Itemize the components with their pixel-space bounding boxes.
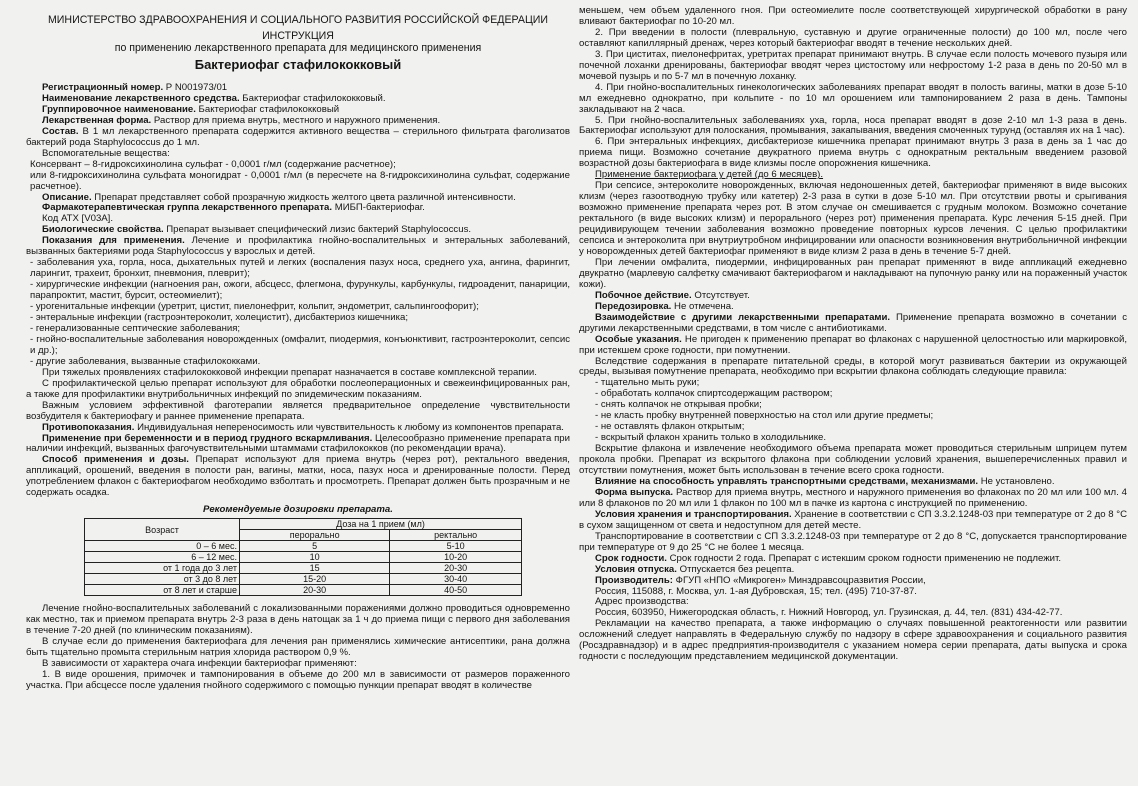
- pregnancy: Применение при беременности и в период грудного вскармливания. Целесообразно применение препарата при наличии инфекций, вызванных фагочувствительными штаммами стафилококков (по рекомендации врача).: [26, 432, 570, 455]
- irrigation-step: 1. В виде орошения, примочек и тампонирования в объеме до 200 мл в зависимости от размеров пораженного участка. При абсцессе после удаления гнойного содержимого с помощью пункции препарат вводят в количестве: [26, 668, 570, 691]
- dispense-conditions: Условия отпуска. Отпускается без рецепта.: [595, 563, 795, 575]
- dosage-form: Лекарственная форма. Раствор для приема внутрь, местного и наружного применения.: [42, 114, 441, 126]
- document-title: Бактериофаг стафилококковый: [194, 57, 402, 72]
- atc-code: Код АТХ [V03A].: [42, 213, 114, 225]
- table-row: 6 – 12 мес. 10 10-20: [85, 552, 522, 563]
- pharm-group: Фармакотерапевтическая группа лекарственного препарата. МИБП-бактериофаг.: [42, 202, 425, 214]
- antiseptic-note: В случае если до применения бактериофага для лечения ран применялись химические антисептики, рана должна быть тщательно промыта стерильным натрия хлорида раствором 0,9 %.: [26, 636, 570, 658]
- indication-item: - гнойно-воспалительные заболевания новорожденных (омфалит, пиодермия, конъюнктивит, гастроэнтероколит, сепсис и др.);: [30, 333, 570, 356]
- indication-item: - генерализованные септические заболевания;: [30, 322, 241, 334]
- rule-item: - обработать колпачок спиртсодержащим раствором;: [595, 388, 833, 400]
- group-name: Группировочное наименование. Бактериофаг стафилококковый: [42, 103, 340, 115]
- production-address: Россия, 603950, Нижегородская область, г. Нижний Новгород, ул. Грузинская, д. 44, тел. (831) 434-42-77.: [595, 607, 1063, 619]
- table-row: 0 – 6 мес. 5 5-10: [85, 541, 522, 552]
- contraindications: Противопоказания. Индивидуальная непереносимость или чувствительность к любому из компонентов препарата.: [42, 421, 564, 433]
- kids-omphalitis: При лечении омфалита, пиодермии, инфицированных ран препарат применяют в виде аппликаций ежедневно двукратно (марлевую салфетку смачивают бактериофагом и накладывают на пупочную ранку или на пораженный участок кожи).: [579, 256, 1127, 290]
- transport-conditions: Транспортирование в соответствии с СП 3.3.2.1248-03 при температуре от 2 до 8 °С, допускается транспортирование при температуре от 9 до 25 °С не более 1 месяца.: [579, 530, 1127, 553]
- enteral-step: 6. При энтеральных инфекциях, дисбактериозе кишечника препарат принимают внутрь 3 раза в день за 1 час до приема пищи. Возможно сочетание двукратного приема внутрь с однократным ректальным введением разовой возрастной дозы бактериофага в виде клизмы после опорожнения кишечника.: [579, 136, 1127, 170]
- kids-sepsis: При сепсисе, энтероколите новорожденных, включая недоношенных детей, бактериофаг применяют в виде высоких клизм (через газоотводную трубку или катетер) 2-3 раза в сутки в дозе 5-10 мл. При отсутствии рвоты и срыгивания возможно применение препарата через рот. В этом случае он смешивается с грудным молоком. Возможно сочетание ректального (в виде высоких клизм) и перорального (через рот) применения препарата. Курс лечения 5-15 дней. При рецидивирующем течении заболевания возможно проведение повторных курсов лечения. С целью профилактики сепсиса и энтероколита при внутриутробном инфицировании или опасности возникновения внутрибольничной инфекции у новорожденных детей бактериофаг применяют в виде клизм 2 раза в день в течение 5-7 дней.: [579, 180, 1127, 257]
- driving-effect: Влияние на способность управлять транспортными средствами, механизмами. Не установлено.: [595, 475, 1055, 487]
- indication-item: - хирургические инфекции (нагноения ран, ожоги, абсцесс, флегмона, фурункулы, карбункулы, гидроаденит, панариции, парапроктит, мастит, бурсит, остеомиелит);: [30, 279, 570, 302]
- shelf-life: Срок годности. Срок годности 2 года. Препарат с истекшим сроком годности применению не подлежит.: [595, 552, 1061, 564]
- opening-note: Вскрытие флакона и извлечение необходимого объема препарата может проводиться стерильным шприцем путем прокола пробки. Препарат из вскрытого флакона при соблюдении условий хранения, вышеперечисленных правил и отсутствии помутнения, может быть использован в течение всего срока годности.: [579, 443, 1127, 477]
- table-row: от 3 до 8 лет 15-20 30-40: [85, 574, 522, 585]
- composition: Состав. В 1 мл лекарственного препарата содержится активного вещества – стерильного фильтрата фаголизатов бактерий рода Staphylococcus до 1 мл.: [26, 125, 570, 148]
- indication-item: - заболевания уха, горла, носа, дыхательных путей и легких (воспаления пазух носа, среднего уха, ангина, фарингит, ларингит, трахеит, бронхит, пневмония, плеврит);: [30, 257, 570, 280]
- special-notes: Особые указания. Не пригоден к применению препарат во флаконах с нарушенной целостностью или маркировкой, при истекшем сроке годности, при помутнении.: [579, 333, 1127, 356]
- manufacturer: Производитель: ФГУП «НПО «Микроген» Минздравсоцразвития России,: [595, 574, 926, 586]
- production-address-title: Адрес производства:: [595, 596, 689, 608]
- rule-item: - снять колпачок не открывая пробки;: [595, 399, 762, 411]
- method-and-doses: Способ применения и дозы. Препарат используют для приема внутрь (через рот), ректального введения, аппликаций, орошений, введения в полости ран, вагины, матки, носа, пазух носа и дренированные полости. Перед употреблением флакон с бактериофагом необходимо взболтать и просмотреть. Препарат должен быть прозрачным и не содержать осадка.: [26, 454, 570, 499]
- indication-item: - энтеральные инфекции (гастроэнтероколит, холецистит), дисбактериоз кишечника;: [30, 312, 408, 324]
- drug-name: Наименование лекарственного средства. Бактериофаг стафилококковый.: [42, 92, 386, 104]
- rule-item: - вскрытый флакон хранить только в холодильнике.: [595, 432, 827, 444]
- claims-note: Рекламации на качество препарата, а также информацию о случаях повышенной реактогенности или развитии осложнений следует направлять в Федеральную службу по надзору в сфере здравоохранения и социального развития (Росздравнадзор) и в адрес предприятия-производителя с указанием номера серии препарата, даты выпуска и срока годности с последующим представлением медицинской документации.: [579, 618, 1127, 663]
- left-column: [26, 6, 570, 692]
- side-effects: Побочное действие. Отсутствует.: [595, 289, 750, 301]
- excipients-title: Вспомогательные вещества:: [42, 147, 170, 159]
- therapy-condition: Важным условием эффективной фаготерапии является предварительное определение чувствительности возбудителя к бактериофагу и раннее применение препарата.: [26, 399, 570, 422]
- ministry-header: МИНИСТЕРСТВО ЗДРАВООХРАНЕНИЯ И СОЦИАЛЬНОГО РАЗВИТИЯ РОССИЙСКОЙ ФЕДЕРАЦИИ: [47, 14, 549, 26]
- focus-intro: В зависимости от характера очага инфекции бактериофаг применяют:: [42, 657, 357, 669]
- instruction-label: ИНСТРУКЦИЯ: [262, 30, 334, 42]
- table-row: от 1 года до 3 лет 15 20-30: [85, 563, 522, 574]
- indication-item: - другие заболевания, вызванные стафилококками.: [30, 355, 261, 367]
- gynecology-step: 4. При гнойно-воспалительных гинекологических заболеваниях препарат вводят в полость вагины, матки в дозе 5-10 мл ежедневно однократно, при кольпите - по 10 мл орошением или тампонированием 2 раза в день. Тампоны закладывают на 2 часа.: [579, 81, 1127, 115]
- release-form: Форма выпуска. Раствор для приема внутрь, местного и наружного применения во флаконах по 20 мл или 100 мл. 4 или 8 флаконов по 20 мл или 1 флакон по 100 мл в пачке из картона с инструкцией по применению.: [579, 486, 1128, 509]
- manufacturer-address: Россия, 115088, г. Москва, ул. 1-ая Дубровская, 15; тел. (495) 710-37-87.: [595, 585, 917, 597]
- indication-item: - урогенитальные инфекции (уретрит, цистит, пиелонефрит, кольпит, эндометрит, сальпингоофорит);: [30, 301, 479, 313]
- rule-item: - не оставлять флакон открытым;: [595, 421, 745, 433]
- kids-title: Применение бактериофага у детей (до 6 месяцев).: [595, 169, 824, 181]
- ent-step: 5. При гнойно-воспалительных заболеваниях уха, горла, носа препарат вводят в дозе 2-10 мл 1-3 раза в день. Бактериофаг используют для полоскания, промывания, закапывания, введения смоченных турунд (оставляя их на 1 час).: [579, 114, 1127, 137]
- urology-step: 3. При циститах, пиелонефритах, уретритах препарат принимают внутрь. В случае если полость мочевого пузыря или почечной лоханки дренированы, бактериофаг вводят через цистостому или нефростому 1-2 раза в день по 20-50 мл в мочевой пузырь и по 5-7 мл в почечную лоханку.: [579, 48, 1127, 82]
- interactions: Взаимодействие с другими лекарственными препаратами. Применение препарата возможно в сочетании с другими лекарственными средствами, в том числе с антибиотиками.: [579, 311, 1127, 334]
- dosage-table-caption: Рекомендуемые дозировки препарата.: [203, 504, 393, 516]
- table-row: от 8 лет и старше 20-30 40-50: [85, 585, 522, 596]
- overdose: Передозировка. Не отмечена.: [595, 300, 734, 312]
- table-header-oral: перорально: [240, 530, 390, 541]
- table-header-dose: Доза на 1 прием (мл): [240, 519, 522, 530]
- right-column: [579, 6, 1127, 663]
- excipient-1: Консервант – 8-гидроксихинолина сульфат - 0,0001 г/мл (содержание расчетное);: [30, 158, 396, 170]
- instruction-purpose: по применению лекарственного препарата для медицинского применения: [114, 42, 482, 54]
- cavity-step: 2. При введении в полости (плевральную, суставную и другие ограниченные полости) до 100 мл, после чего оставляют капиллярный дренаж, через который бактериофаг вводят в течение нескольких дней.: [579, 26, 1127, 49]
- registration-number: Регистрационный номер. Р N001973/01: [42, 82, 228, 93]
- severe-cases: При тяжелых проявлениях стафилококковой инфекции препарат назначается в составе комплексной терапии.: [42, 366, 537, 378]
- rule-item: - не класть пробку внутренней поверхностью на стол или другие предметы;: [595, 410, 934, 422]
- dosage-table: [84, 518, 522, 596]
- table-header-rectal: ректально: [390, 530, 522, 541]
- local-treatment: Лечение гнойно-воспалительных заболеваний с локализованными поражениями должно проводиться одновременно как местно, так и приемом препарата внутрь 2-3 раза в день натощак за 1 ч до приема пищи с первого дня заболевания в течение 7-20 дней (по клиническим показаниям).: [26, 603, 570, 637]
- indications: Показания для применения. Лечение и профилактика гнойно-воспалительных и энтеральных заболеваний, вызванных бактериями рода Staphylococcus у взрослых и детей.: [26, 235, 570, 258]
- excipient-2: или 8-гидроксихинолина сульфата моногидрат - 0,0001 г/мл (в пересчете на 8-гидроксихинолина сульфат, содержание расчетное).: [30, 169, 570, 192]
- special-notes-rules-intro: Вследствие содержания в препарате питательной среды, в которой могут развиваться бактерии из окружающей среды, вызывая помутнение препарата, необходимо при вскрытии флакона соблюдать следующие правила:: [579, 355, 1127, 378]
- rule-item: - тщательно мыть руки;: [595, 377, 700, 389]
- bio-properties: Биологические свойства. Препарат вызывает специфический лизис бактерий Staphylococcus.: [42, 224, 472, 236]
- irrigation-continued: меньшем, чем объем удаленного гноя. При остеомиелите после соответствующей хирургической обработки в рану вливают бактериофаг по 10-20 мл.: [579, 5, 1127, 27]
- prophylaxis: С профилактической целью препарат используют для обработки послеоперационных и свежеинфицированных ран, а также для профилактики внутрибольничных инфекций по эпидемическим показаниям.: [26, 377, 570, 400]
- storage-conditions: Условия хранения и транспортирования. Хранение в соответствии с СП 3.3.2.1248-03 при температуре от 2 до 8 °С в сухом защищенном от света и недоступном для детей месте.: [579, 508, 1127, 531]
- table-header-age: Возраст: [85, 519, 240, 541]
- description: Описание. Препарат представляет собой прозрачную жидкость желтого цвета различной интенсивности.: [42, 191, 516, 203]
